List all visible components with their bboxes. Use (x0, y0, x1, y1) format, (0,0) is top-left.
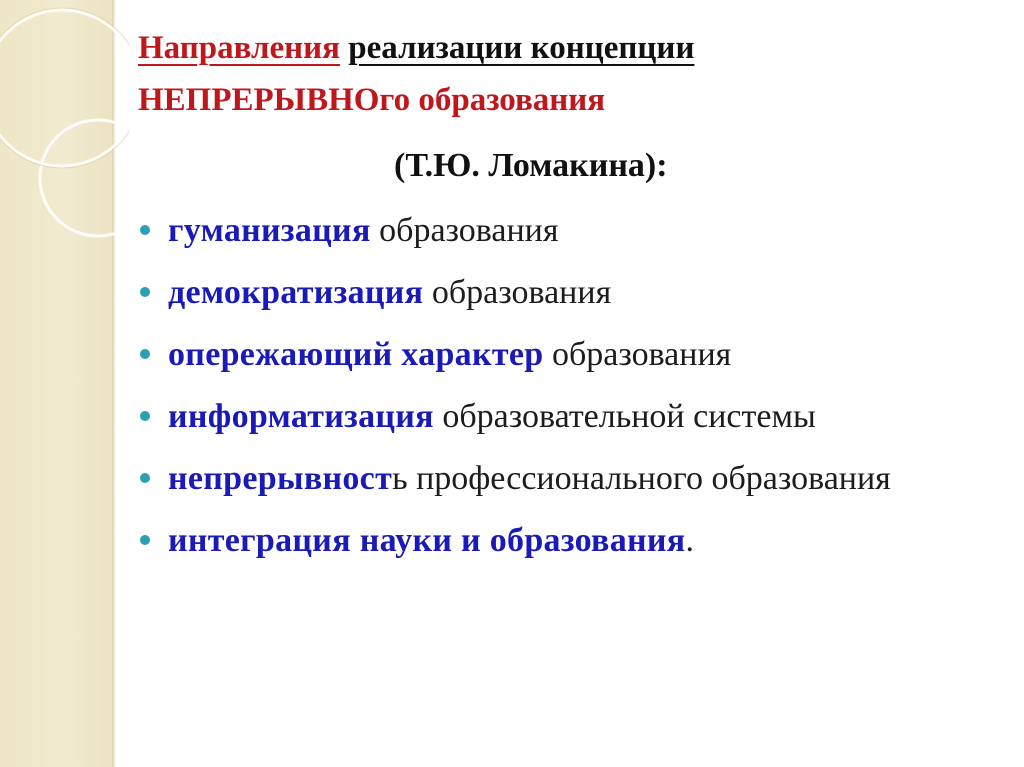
title-red-caps: НЕПРЕРЫВНОго (138, 82, 411, 118)
decorative-rings (0, 0, 130, 260)
ring-large (0, 10, 130, 166)
item-text: образования (370, 212, 559, 249)
item-text: образовательной системы (433, 398, 816, 435)
bullet-icon (140, 473, 150, 483)
directions-list (138, 204, 891, 576)
list-item (138, 390, 891, 443)
item-emphasis: непрерывност (168, 460, 393, 497)
item-text: . (685, 522, 694, 559)
list-item (138, 204, 891, 257)
slide-title-line-2 (138, 80, 605, 120)
title-red-word: Направления (138, 30, 341, 66)
slide-title-line-1 (138, 28, 694, 68)
title-red-word-2: образования (418, 82, 606, 118)
bullet-icon (140, 411, 150, 421)
bullet-icon (140, 349, 150, 359)
item-emphasis: интеграция науки и образования (168, 522, 686, 559)
author-attribution: (Т.Ю. Ломакина): (394, 147, 668, 184)
item-text: образования (423, 274, 612, 311)
item-text: ь профессионального образования (392, 460, 891, 497)
item-emphasis: гуманизация (168, 212, 371, 249)
bullet-icon (140, 535, 150, 545)
list-item (138, 452, 891, 505)
bullet-icon (140, 287, 150, 297)
bullet-icon (140, 225, 150, 235)
list-item (138, 266, 891, 319)
item-emphasis: опережающий характер (168, 336, 544, 373)
list-item (138, 328, 891, 381)
ring-large-shadow (0, 8, 130, 168)
list-item (138, 514, 891, 567)
title-dark-words: реализации концепции (348, 30, 695, 66)
item-text: образования (543, 336, 732, 373)
item-emphasis: информатизация (168, 398, 434, 435)
item-emphasis: демократизация (168, 274, 424, 311)
ring-small (40, 120, 130, 236)
